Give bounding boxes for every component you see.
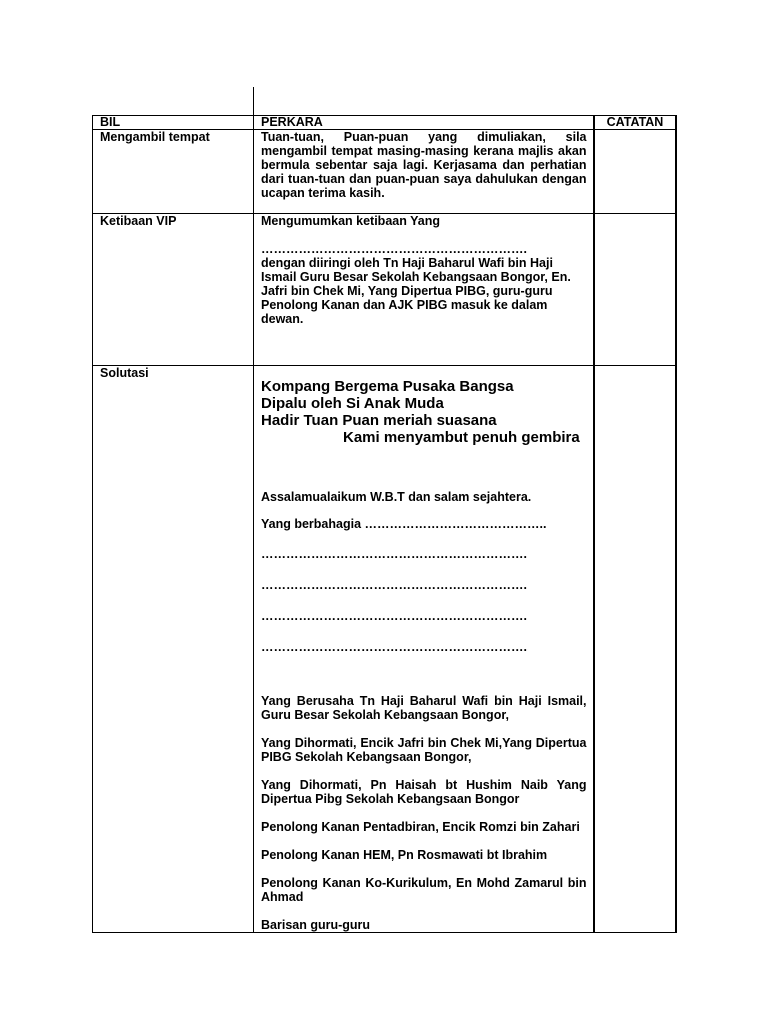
header-perkara: PERKARA — [254, 116, 594, 130]
pantun-line: Hadir Tuan Puan meriah suasana — [261, 412, 497, 429]
perkara-cell — [254, 366, 594, 933]
header-bil: BIL — [93, 116, 254, 130]
margin-rule — [253, 87, 254, 116]
perkara-cell — [254, 130, 594, 214]
blank-line: ………………………………………………………. — [261, 578, 527, 592]
dignitary-item: Yang Dihormati, Encik Jafri bin Chek Mi,Yang Dipertua PIBG Sekolah Kebangsaan Bongor, — [261, 736, 587, 764]
dignitary-item: Yang Dihormati, Pn Haisah bt Hushim Naib Yang Dipertua Pibg Sekolah Kebangsaan Bongor — [261, 778, 587, 806]
bil-cell: Ketibaan VIP — [93, 214, 254, 366]
blank-line: ………………………………………………………. — [261, 609, 527, 623]
blank-line: ………………………………………………………. — [261, 640, 527, 654]
catatan-cell — [594, 130, 676, 214]
yang-berbahagia-line: Yang berbahagia …………………………………….. — [261, 517, 547, 531]
program-table — [92, 115, 675, 933]
announcement-line: Mengumumkan ketibaan Yang — [261, 214, 440, 228]
dignitary-item: Penolong Kanan Pentadbiran, Encik Romzi bin Zahari — [261, 820, 580, 834]
catatan-cell — [594, 214, 676, 366]
perkara-text: Tuan-tuan, Puan-puan yang dimuliakan, sila mengambil tempat masing-masing kerana majlis akan bermula sebentar saja lagi. Kerjasama dan perhatian dari tuan-tuan dan puan-puan saya dahulukan dengan ucapan terima kasih. — [261, 130, 587, 200]
pantun-line: Dipalu oleh Si Anak Muda — [261, 395, 444, 412]
header-catatan: CATATAN — [594, 116, 676, 130]
vip-name-blank: ………………………………………………………. — [261, 242, 527, 256]
table-row — [93, 214, 676, 366]
bil-cell: Solutasi — [93, 366, 254, 933]
pantun-verse — [261, 378, 587, 446]
greeting: Assalamualaikum W.B.T dan salam sejahtera. — [261, 490, 532, 504]
dignitary-item: Yang Berusaha Tn Haji Baharul Wafi bin Haji Ismail, Guru Besar Sekolah Kebangsaan Bongor, — [261, 694, 587, 722]
table-row — [93, 366, 676, 933]
bil-cell: Mengambil tempat — [93, 130, 254, 214]
dignitary-item: Penolong Kanan Ko-Kurikulum, En Mohd Zamarul bin Ahmad — [261, 876, 587, 904]
pantun-line: Kompang Bergema Pusaka Bangsa — [261, 378, 514, 395]
pantun-line: Kami menyambut penuh gembira — [343, 429, 580, 446]
dignitary-item: Barisan guru-guru — [261, 918, 371, 932]
dignitary-item: Penolong Kanan HEM, Pn Rosmawati bt Ibrahim — [261, 848, 548, 862]
perkara-cell — [254, 214, 594, 366]
table-header-row — [93, 116, 676, 130]
blank-line: ………………………………………………………. — [261, 547, 527, 561]
announcement-body: dengan diiringi oleh Tn Haji Baharul Wafi bin Haji Ismail Guru Besar Sekolah Kebangsaan Bongor, En. Jafri bin Chek Mi, Yang Dipertua PIBG, guru-guru Penolong Kanan dan AJK PIBG masuk ke dalam dewan. — [261, 256, 571, 326]
catatan-cell — [594, 366, 676, 933]
table-row — [93, 130, 676, 214]
